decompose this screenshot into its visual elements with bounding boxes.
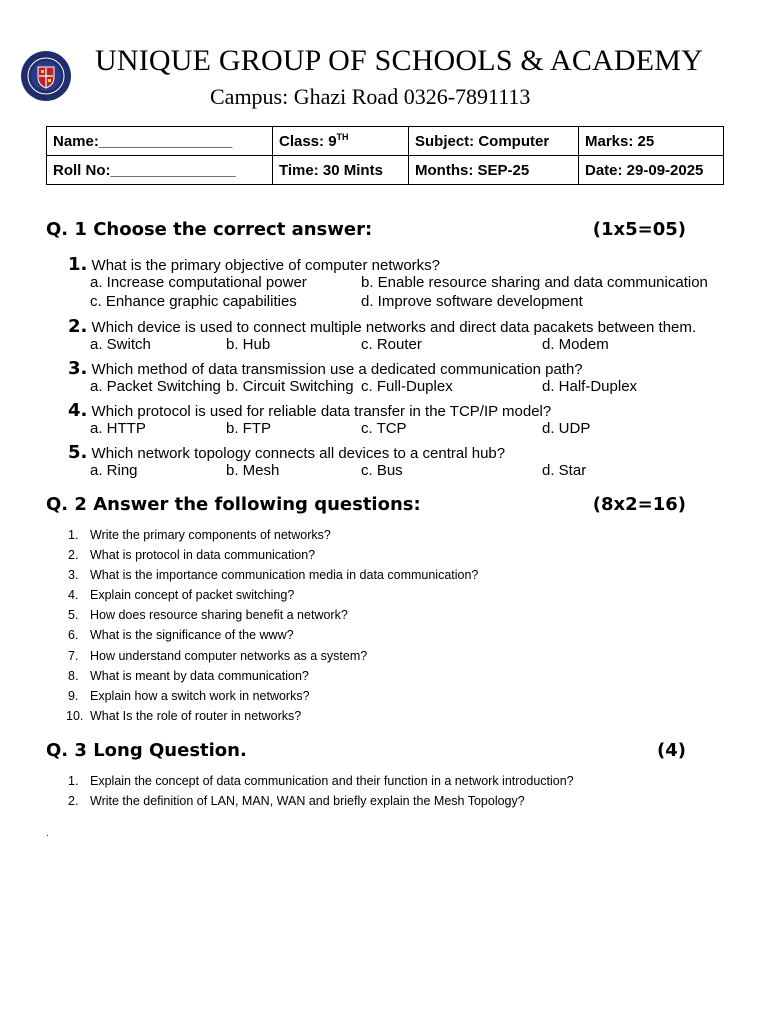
mcq-question: Which protocol is used for reliable data transfer in the TCP/IP model? <box>91 403 552 420</box>
mcq-option: c. TCP <box>361 420 407 437</box>
mcq-option: d. UDP <box>542 420 591 437</box>
mcq-question: Which method of data transmission use a dedicated communication path? <box>91 361 583 378</box>
mcq-option: d. Half-Duplex <box>542 378 638 395</box>
mcq-option: c. Enhance graphic capabilities <box>90 293 297 310</box>
list-item: 1. Explain the concept of data communication and their function in a network introduction? <box>68 774 574 788</box>
q3-list <box>46 771 726 811</box>
mcq-option: d. Star <box>542 462 587 479</box>
school-name: UNIQUE GROUP OF SCHOOLS & ACADEMY <box>95 44 704 77</box>
roll-no-field: Roll No:_______________ <box>47 156 273 185</box>
mcq-option: a. Ring <box>90 462 138 479</box>
name-field: Name:________________ <box>47 127 273 156</box>
q3-marks: (4) <box>657 740 686 761</box>
list-item: 4. Explain concept of packet switching? <box>68 588 295 603</box>
school-logo <box>20 50 72 102</box>
q1-heading <box>46 219 686 240</box>
mcq-option: c. Bus <box>361 462 403 479</box>
mcq-option: a. HTTP <box>90 420 146 437</box>
list-item: 3. What is the importance communication media in data communication? <box>68 568 479 583</box>
list-item: 8. What is meant by data communication? <box>68 668 309 683</box>
class-label: Class: 9 <box>279 133 337 150</box>
mcq-1 <box>68 254 748 312</box>
mcq-option: a. Switch <box>90 336 151 353</box>
list-item: 9. Explain how a switch work in networks? <box>68 688 310 703</box>
list-item: 1. Write the primary components of networks? <box>68 528 331 542</box>
mcq-number: 1. <box>68 254 88 275</box>
mcq-option: a. Increase computational power <box>90 274 307 291</box>
q1-marks: (1x5=05) <box>592 219 686 240</box>
q2-title: Q. 2 Answer the following questions: <box>46 494 421 515</box>
mcq-option: d. Modem <box>542 336 609 353</box>
q3-heading <box>46 740 686 761</box>
mcq-question: Which network topology connects all devices to a central hub? <box>91 445 506 462</box>
mcq-number: 4. <box>68 400 88 421</box>
mcq-2 <box>68 316 748 355</box>
list-item: 2. Write the definition of LAN, MAN, WAN and briefly explain the Mesh Topology? <box>68 794 525 809</box>
list-item: 6. What is the significance of the www? <box>68 628 294 643</box>
mcq-option: c. Full-Duplex <box>361 378 453 395</box>
list-item: 5. How does resource sharing benefit a network? <box>68 608 348 623</box>
class-field <box>273 127 409 156</box>
mcq-option: b. Enable resource sharing and data communication <box>361 274 708 291</box>
footer-mark: . <box>46 828 49 839</box>
q2-list <box>46 525 726 726</box>
mcq-number: 3. <box>68 358 88 379</box>
q3-title: Q. 3 Long Question. <box>46 740 247 761</box>
subject-field: Subject: Computer <box>409 127 579 156</box>
class-sup: TH <box>336 132 349 142</box>
mcq-3 <box>68 358 748 397</box>
mcq-option: d. Improve software development <box>361 293 583 310</box>
q1-title: Q. 1 Choose the correct answer: <box>46 219 373 240</box>
date-field: Date: 29-09-2025 <box>579 156 724 185</box>
mcq-question: What is the primary objective of computer networks? <box>91 257 441 274</box>
mcq-option: b. Circuit Switching <box>226 378 354 395</box>
mcq-number: 2. <box>68 316 88 337</box>
student-info-table <box>46 126 724 185</box>
mcq-option: c. Router <box>361 336 422 353</box>
mcq-question: Which device is used to connect multiple networks and direct data pacakets between them. <box>91 319 697 336</box>
list-item: 2. What is protocol in data communication? <box>68 548 316 563</box>
mcq-5 <box>68 442 748 481</box>
campus-info: Campus: Ghazi Road 0326-7891113 <box>210 84 531 109</box>
q2-marks: (8x2=16) <box>592 494 686 515</box>
mcq-4 <box>68 400 748 439</box>
mcq-option: b. Hub <box>226 336 271 353</box>
list-item: 10. What Is the role of router in networks? <box>66 708 302 723</box>
list-item: 7. How understand computer networks as a system? <box>68 648 368 663</box>
time-field: Time: 30 Mints <box>273 156 409 185</box>
q2-heading <box>46 494 686 515</box>
mcq-option: b. Mesh <box>226 462 280 479</box>
marks-field: Marks: 25 <box>579 127 724 156</box>
mcq-number: 5. <box>68 442 88 463</box>
mcq-option: b. FTP <box>226 420 272 437</box>
mcq-option: a. Packet Switching <box>90 378 221 395</box>
months-field: Months: SEP-25 <box>409 156 579 185</box>
